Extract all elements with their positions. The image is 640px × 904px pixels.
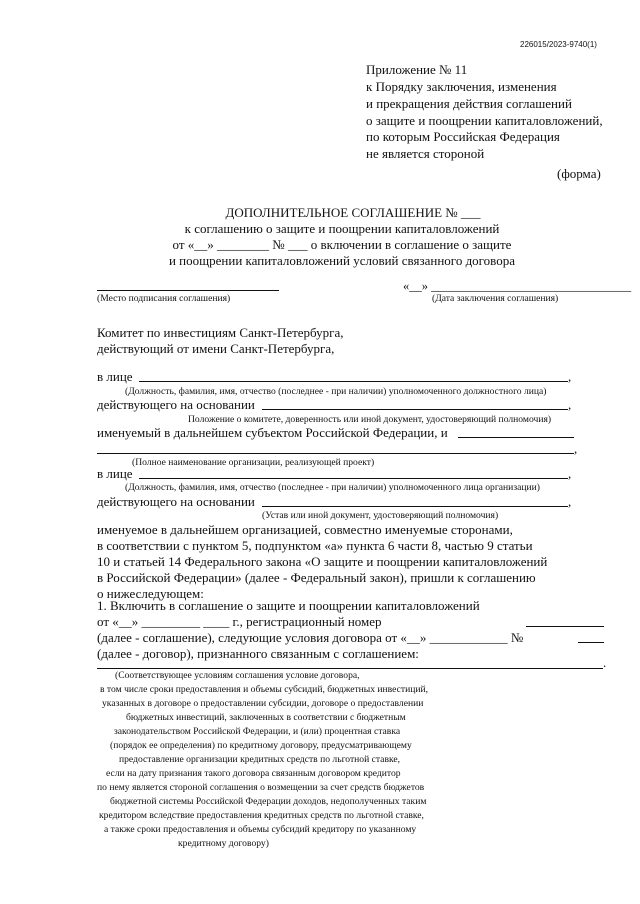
footnote-line: предоставление организации кредитных средств по льготной ставке, xyxy=(119,754,401,765)
comma: , xyxy=(568,494,572,509)
footnote-line: (Соответствующее условиям соглашения условие договора, xyxy=(115,670,360,681)
official-caption: (Должность, фамилия, имя, отчество (последнее - при наличии) уполномоченного должностного лица) xyxy=(125,386,547,397)
committee-name: Комитет по инвестициям Санкт-Петербурга, xyxy=(97,325,344,340)
clause-line: (далее - соглашение), следующие условия договора от «__» ____________ № xyxy=(97,630,524,645)
registration-number-blank xyxy=(526,626,604,627)
footnote-line: по нему является стороной соглашения о возмещении за счет средств бюджетов xyxy=(97,782,425,793)
footnote-line: кредитному договору) xyxy=(178,838,269,849)
form-label: (форма) xyxy=(557,166,601,181)
appendix-line: не является стороной xyxy=(366,146,485,161)
place-caption: (Место подписания соглашения) xyxy=(97,293,231,304)
clause-line: 1. Включить в соглашение о защите и поощрении капиталовложений xyxy=(97,598,480,613)
footnote-line: (порядок ее определения) по кредитному договору, предусматривающему xyxy=(110,740,412,751)
appendix-line: к Порядку заключения, изменения xyxy=(366,79,557,94)
footnote-line: а также сроки предоставления и объемы субсидий кредитору по указанному xyxy=(104,824,417,835)
contract-number-blank xyxy=(578,642,604,643)
basis-label: действующего на основании xyxy=(97,397,255,412)
org-basis-caption: (Устав или иной документ, удостоверяющий полномочия) xyxy=(262,510,499,521)
named-subject-text: именуемый в дальнейшем субъектом Российской Федерации, и xyxy=(97,425,448,440)
dot: . xyxy=(603,655,607,670)
appendix-line: Приложение № 11 xyxy=(366,62,468,77)
appendix-line: по которым Российская Федерация xyxy=(366,129,560,144)
footnote-line: кредитором вследствие предоставления кредитных средств по льготной ставке, xyxy=(99,810,424,821)
clause-line: (далее - договор), признанного связанным с соглашением: xyxy=(97,646,419,661)
title-subtitle: к соглашению о защите и поощрении капиталовложений xyxy=(184,221,500,236)
clause-line: от «__» _________ ____ г., регистрационный номер xyxy=(97,614,382,629)
named-blank xyxy=(458,437,574,438)
appendix-line: и прекращения действия соглашений xyxy=(366,96,572,111)
body-line: в Российской Федерации» (далее - Федеральный закон), пришли к соглашению xyxy=(97,570,536,585)
footnote-line: если на дату признания такого договора связанным договором кредитор xyxy=(106,768,401,779)
date-blank: «__» ________________________________ xyxy=(403,279,632,293)
body-line: 10 и статьей 14 Федерального закона «О защите и поощрении капиталовложений xyxy=(97,554,548,569)
footnote-line: указанных в договоре о предоставлении субсидии, договоре о предоставлении xyxy=(102,698,424,709)
org-official-blank xyxy=(139,478,568,479)
footnote-line: бюджетных инвестиций, заключенных в соответствии с бюджетным xyxy=(126,712,406,723)
comma: , xyxy=(568,369,572,384)
comma: , xyxy=(574,441,578,456)
basis-label: действующего на основании xyxy=(97,494,255,509)
in-person-label: в лице xyxy=(97,369,133,384)
comma: , xyxy=(568,466,572,481)
title-subtitle: от «__» ________ № ___ о включении в соглашение о защите xyxy=(172,237,512,252)
contract-terms-blank xyxy=(97,668,603,669)
footnote-line: бюджетной системы Российской Федерации доходов, недополученных таким xyxy=(110,796,427,807)
committee-acting: действующий от имени Санкт-Петербурга, xyxy=(97,341,335,356)
date-caption: (Дата заключения соглашения) xyxy=(432,293,559,304)
in-person-label: в лице xyxy=(97,466,133,481)
comma: , xyxy=(568,397,572,412)
body-line: в соответствии с пунктом 5, подпунктом «а» пункта 6 части 8, частью 9 статьи xyxy=(97,538,533,553)
org-caption: (Полное наименование организации, реализующей проект) xyxy=(132,457,375,468)
basis-blank xyxy=(262,409,568,410)
footnote-line: законодательством Российской Федерации, и (или) процентная ставка xyxy=(114,726,401,737)
body-line: именуемое в дальнейшем организацией, совместно именуемые сторонами, xyxy=(97,522,513,537)
title-subtitle: и поощрении капиталовложений условий связанного договора xyxy=(168,253,516,268)
organization-blank xyxy=(97,453,574,454)
org-official-caption: (Должность, фамилия, имя, отчество (последнее - при наличии) уполномоченного лица организации) xyxy=(125,482,540,493)
place-signature-blank xyxy=(97,290,279,291)
body-line: о нижеследующем: xyxy=(97,586,204,601)
official-blank xyxy=(139,381,568,382)
appendix-line: о защите и поощрении капиталовложений, xyxy=(366,113,603,128)
footnote-line: в том числе сроки предоставления и объемы субсидий, бюджетных инвестиций, xyxy=(100,684,429,695)
document-id: 226015/2023-9740(1) xyxy=(520,40,597,49)
basis-caption: Положение о комитете, доверенность или иной документ, удостоверяющий полномочия) xyxy=(188,414,552,425)
org-basis-blank xyxy=(262,506,568,507)
title-heading: ДОПОЛНИТЕЛЬНОЕ СОГЛАШЕНИЕ № ___ xyxy=(225,205,481,220)
